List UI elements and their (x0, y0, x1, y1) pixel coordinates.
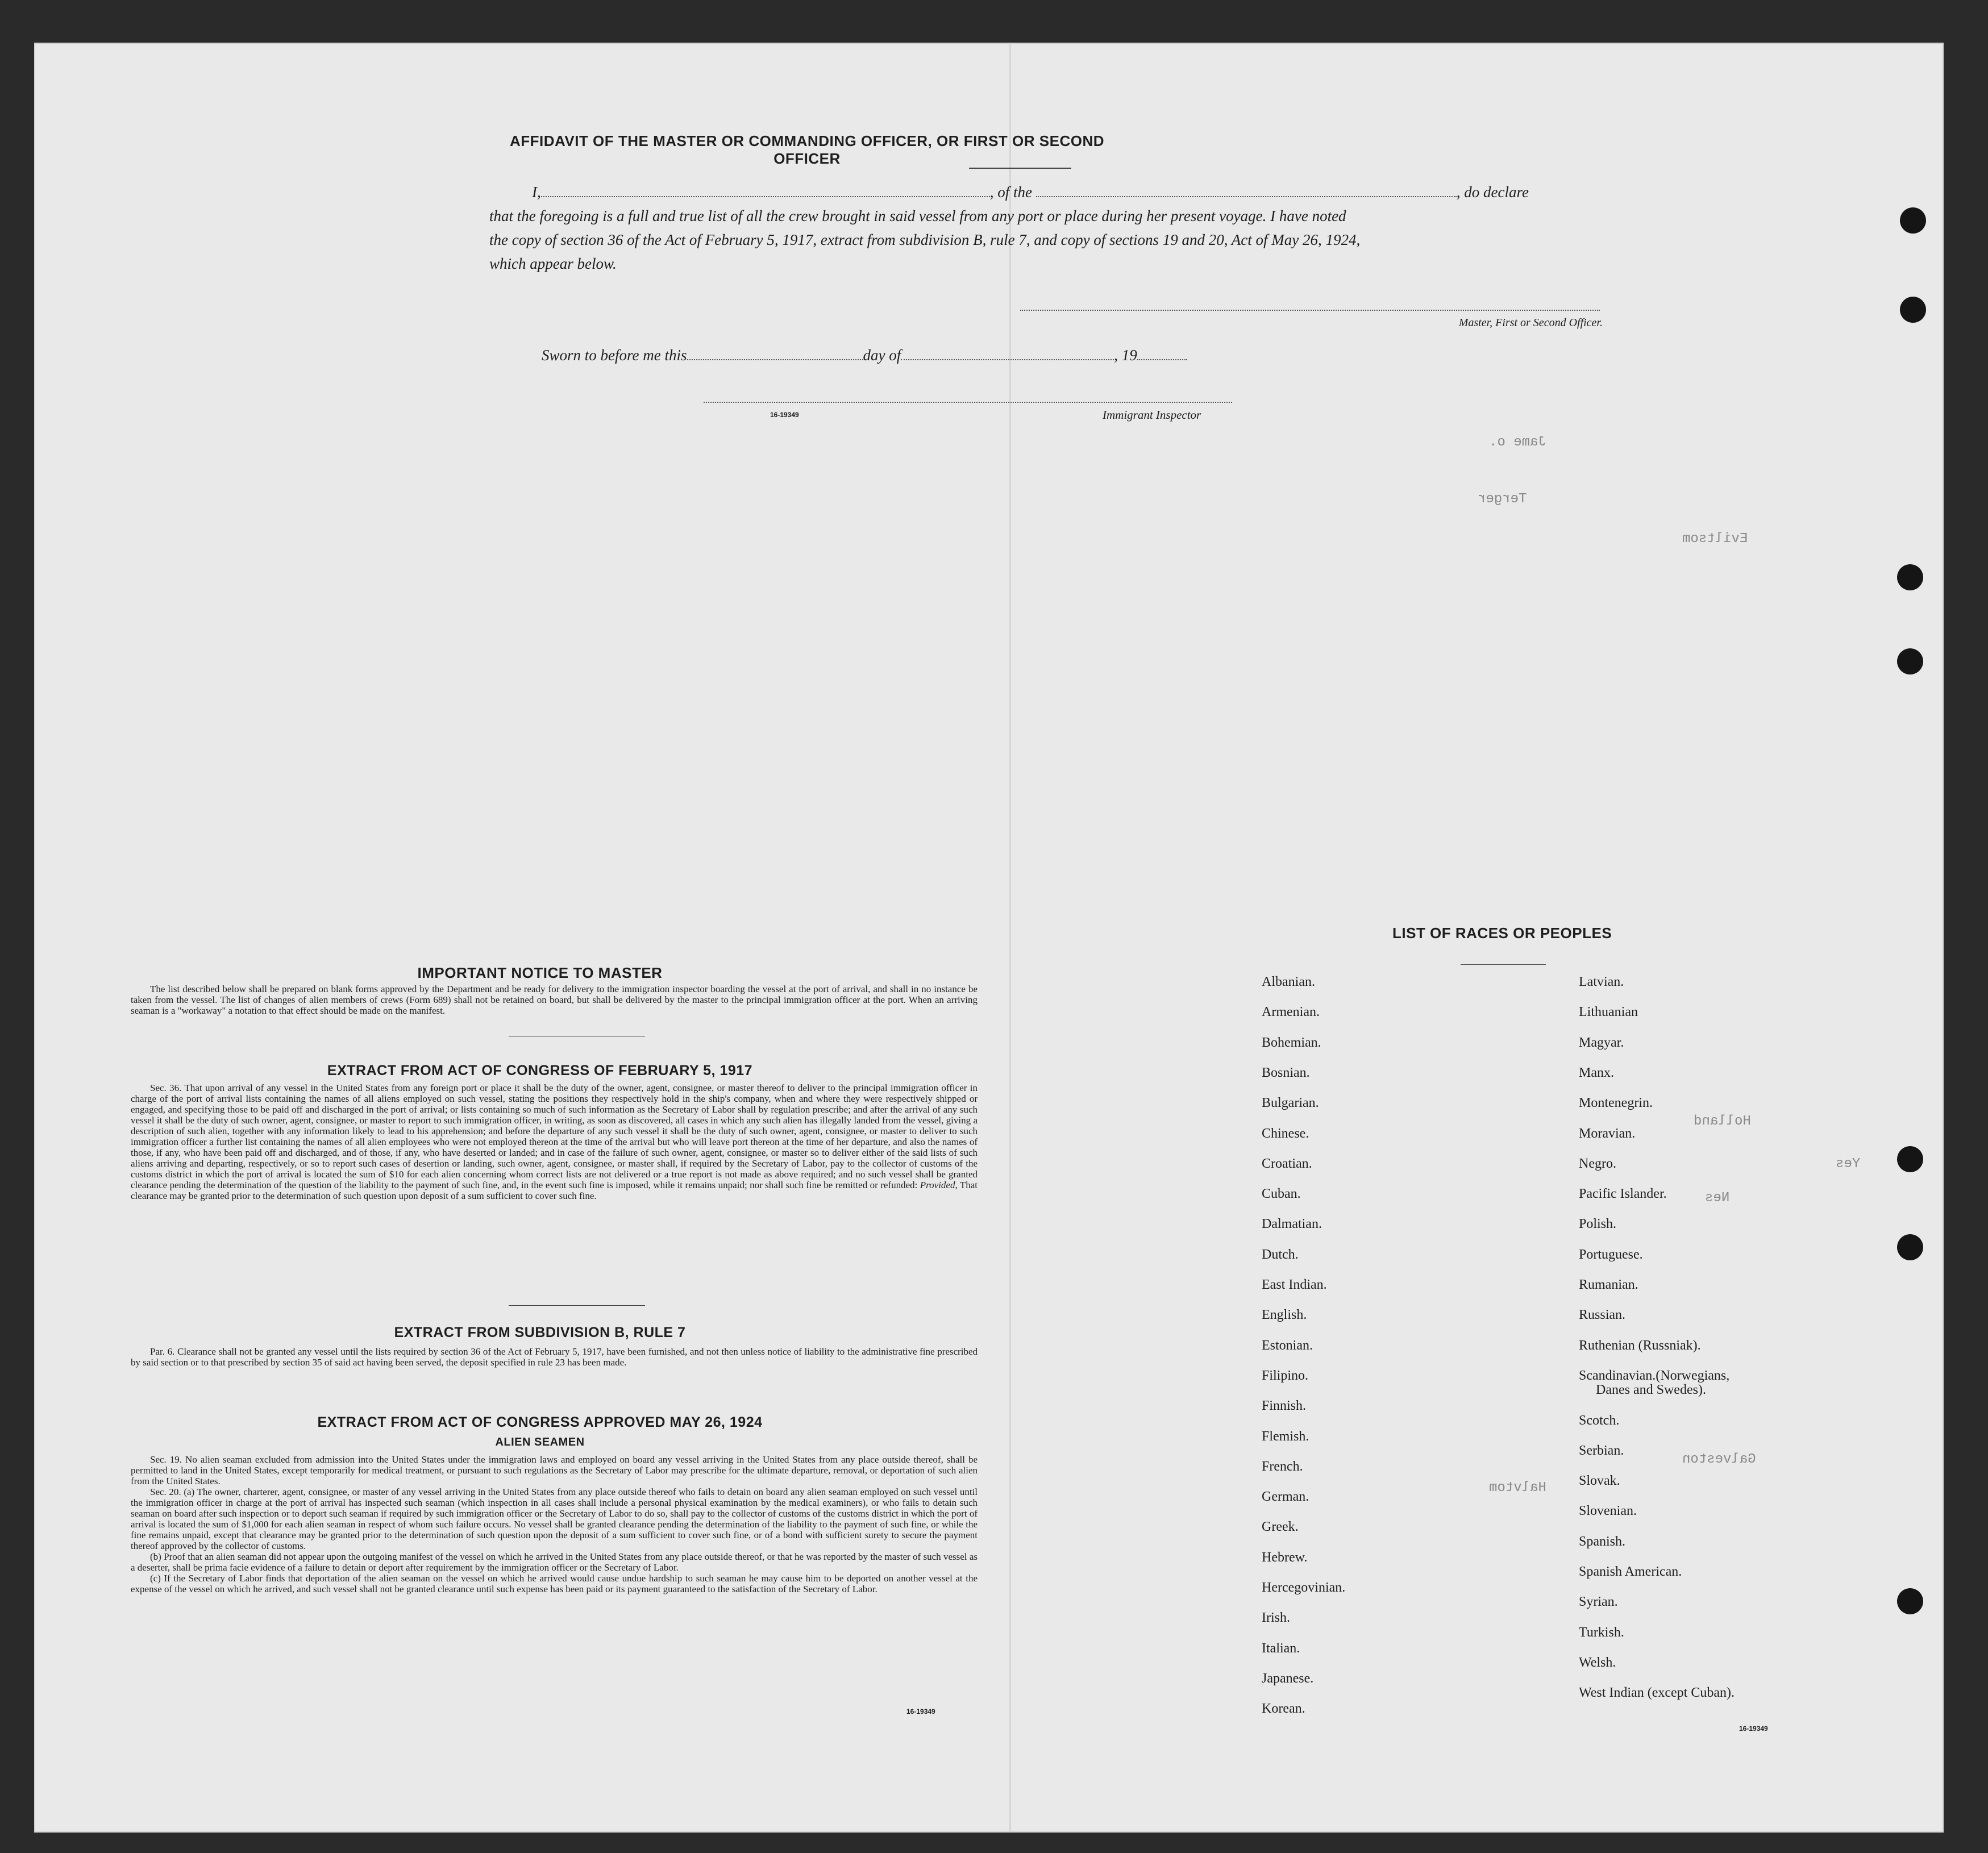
race-item: Armenian. (1262, 1005, 1320, 1020)
race-item: Syrian. (1579, 1594, 1618, 1610)
provided-word: Provided, (920, 1180, 958, 1190)
title-underline (969, 168, 1071, 169)
day-of-text: day of (863, 347, 901, 364)
form-number-right: 16-19349 (1739, 1725, 1768, 1733)
sworn-year-blank[interactable] (1137, 359, 1187, 360)
bleed-through-text: Halvtom (1489, 1480, 1546, 1496)
year-prefix: , 19 (1114, 347, 1137, 364)
race-item: Turkish. (1579, 1625, 1624, 1640)
races-underline (1461, 964, 1546, 965)
sworn-month-blank[interactable] (901, 359, 1114, 360)
race-item: English. (1262, 1307, 1307, 1323)
race-item: Dalmatian. (1262, 1217, 1322, 1232)
race-item: Filipino. (1262, 1368, 1309, 1383)
race-item: Korean. (1262, 1701, 1305, 1717)
form-number-top: 16-19349 (770, 411, 799, 419)
notice-text (131, 984, 978, 1016)
race-item: Spanish. (1579, 1534, 1626, 1549)
race-item: Polish. (1579, 1217, 1617, 1232)
sec-20b-paragraph: (b) Proof that an alien seaman did not appear upon the outgoing manifest of the vessel on which he arrived in the United States from any place outside thereof, or that he was reported by the master of such vessel as a deserter, shall be prima facie evidence of a failure to detain or deport after requirement by the immigration officer or the Secretary of Labor. (131, 1551, 978, 1573)
race-item: French. (1262, 1459, 1303, 1474)
extract-1924-title: EXTRACT FROM ACT OF CONGRESS APPROVED MAY 26, 1924 (317, 1414, 763, 1430)
notice-paragraph: The list described below shall be prepared on blank forms approved by the Department and be ready for delivery to the immigration inspector boarding the vessel at the port of arrival, and shall in no instance be taken from the vessel. The list of changes of alien members of crews (Form 689) shall not be retained on board, but shall be delivered by the master to the principal immigration officer at the port. When an arriving seaman is a "workaway" a notation to that effect should be made on the manifest. (131, 984, 978, 1016)
race-item: Albanian. (1262, 975, 1315, 989)
master-label: Master, First or Second Officer. (1458, 317, 1603, 329)
inspector-signature-line[interactable] (704, 402, 1232, 403)
race-item: Latvian. (1579, 975, 1624, 989)
race-item: Greek. (1262, 1519, 1299, 1535)
races-title: LIST OF RACES OR PEOPLES (1392, 925, 1612, 942)
race-item: Croatian. (1262, 1156, 1312, 1171)
race-item: Danes and Swedes). (1596, 1383, 1706, 1398)
race-item: Pacific Islander. (1579, 1186, 1667, 1202)
sworn-line (542, 347, 1187, 364)
race-item: Portuguese. (1579, 1247, 1643, 1262)
race-item: Chinese. (1262, 1126, 1309, 1141)
race-item: Slovenian. (1579, 1504, 1637, 1519)
extract-1917-text (131, 1082, 978, 1201)
section-divider (509, 1305, 645, 1306)
bleed-through-text: Terger (1478, 492, 1527, 507)
race-item: Cuban. (1262, 1186, 1301, 1202)
sworn-text: Sworn to before me this (542, 347, 687, 364)
declaration-declare: , do declare (1456, 184, 1529, 201)
bleed-through-text: Yes (1836, 1156, 1861, 1172)
sec-36-main: Sec. 36. That upon arrival of any vessel in the United States from any foreign port or place it shall be the duty of the owner, agent, consignee, or master thereof to deliver to the principal immigration officer in charge of the port of arrival lists containing the names of all aliens employed on such vessel, stating the positions they respectively hold in the ship's company, when and where they were respectively shipped or engaged, and specifying those to be paid off and discharged in the port of arrival; or lists containing so much of such information as the Secretary of Labor shall by regulation prescribe; and after the arrival of any such vessel it shall be the duty of such owner, agent, consignee, or master to report to such immigration officer, in writing, as soon as discovered, all cases in which any such alien has illegally landed from the vessel, giving a description of such alien, together with any information likely to lead to his apprehension; and before the departure of any such vessel it shall be the duty of such owner, agent, consignee, or master to deliver to such immigration officer a further list containing the names of all alien employees who were not employed thereon at the time of the arrival but who will leave port thereon at the time of her departure, and also the names of those, if any, who have been paid off and discharged, and of those, if any, who have deserted or landed; and in case of the failure of such owner, agent, consignee, or master so to deliver either of the said lists of such aliens arriving and departing, respectively, or so to report such cases of desertion or landing, such owner, agent, consignee, or master shall, if required by the Secretary of Labor, pay to the collector of customs of the customs district in which the port of arrival is located the sum of $10 for each alien concerning whom correct lists are not delivered or a true report is not made as above required; and no such vessel shall be granted clearance pending the determination of the question of the liability to the payment of such fine, and, in the event such fine is imposed, while it remains unpaid; nor shall such fine be remitted or refunded: (131, 1082, 978, 1190)
center-fold (1009, 43, 1011, 1833)
sec-36-end: That clearance may be granted prior to the determination of such question upon deposit of a sum sufficient to cover such fine. (131, 1180, 978, 1201)
rule-7-text (131, 1346, 978, 1368)
name-blank[interactable] (541, 196, 990, 197)
race-item: Bohemian. (1262, 1035, 1321, 1050)
race-item: Manx. (1579, 1065, 1614, 1080)
race-item: Scandinavian.(Norwegians, (1579, 1368, 1730, 1383)
race-item: Scotch. (1579, 1413, 1620, 1428)
punch-hole (1897, 1146, 1923, 1172)
bleed-through-text: Eviltsom (1682, 531, 1748, 547)
declaration-line2: that the foregoing is a full and true list of all the crew brought in said vessel from any port or place during her present voyage. I have noted (489, 207, 1346, 224)
race-item: Bulgarian. (1262, 1096, 1319, 1111)
race-item: Montenegrin. (1579, 1096, 1653, 1111)
race-item: Ruthenian (Russniak). (1579, 1338, 1701, 1353)
race-item: Irish. (1262, 1610, 1290, 1626)
notice-title: IMPORTANT NOTICE TO MASTER (417, 964, 663, 981)
sec-19-paragraph: Sec. 19. No alien seaman excluded from admission into the United States under the immigration laws and employed on board any vessel arriving in the United States from any place outside thereof, shall be permitted to land in the United States, except temporarily for medical treatment, or pursuant to such regulations as the Secretary of Labor may prescribe for the ultimate departure, removal, or deportation of such alien from the United States. (131, 1454, 978, 1486)
bleed-through-text: Nes (1705, 1190, 1730, 1206)
race-item: Hercegovinian. (1262, 1580, 1346, 1595)
race-item: Dutch. (1262, 1247, 1299, 1262)
declaration-line1 (532, 184, 1600, 201)
document-page (34, 43, 1944, 1833)
vessel-blank[interactable] (1036, 196, 1457, 197)
race-item: Flemish. (1262, 1429, 1309, 1444)
race-item: Rumanian. (1579, 1277, 1638, 1292)
race-item: Japanese. (1262, 1671, 1314, 1686)
race-item: German. (1262, 1489, 1309, 1505)
extract-1917-title: EXTRACT FROM ACT OF CONGRESS OF FEBRUARY 5, 1917 (327, 1063, 753, 1079)
declaration-of-the: , of the (989, 184, 1032, 201)
race-item: Moravian. (1579, 1126, 1636, 1141)
race-item: Serbian. (1579, 1443, 1624, 1458)
master-signature-line[interactable] (1020, 310, 1600, 311)
punch-hole (1897, 1234, 1923, 1260)
par-6-paragraph: Par. 6. Clearance shall not be granted any vessel until the lists required by section 36 of the Act of February 5, 1917, have been furnished, and not then unless notice of liability to the administrative fine prescribed by said section or to that prescribed by section 35 of said act having been served, the deposit specified in rule 23 has been made. (131, 1346, 978, 1368)
sworn-day-blank[interactable] (687, 359, 863, 360)
inspector-label: Immigrant Inspector (1103, 408, 1201, 422)
declaration-i: I, (532, 184, 541, 201)
sec-20a-paragraph: Sec. 20. (a) The owner, charterer, agent, consignee, or master of any vessel arriving in the United States from any place outside thereof who fails to detain on board any alien seaman employed on such vessel until the immigration officer in charge at the port of arrival has inspected such seaman (which inspection in all cases shall include a personal physical examination by the medical examiners), or who fails to detain such seaman on board after such inspection or to deport such seaman if required by such immigration officer or the Secretary of Labor to do so, shall pay to the collector of customs of the customs district in which the port of arrival is located the sum of $1,000 for each alien seaman in respect of whom such failure occurs. No vessel shall be granted clearance pending the determination of the liability to the payment of such fine, or while the fine remains unpaid, except that clearance may be granted prior to the determination of such question upon the deposit of a sum sufficient to cover such fine, or of a bond with sufficient surety to secure the payment thereof approved by the collector of customs. (131, 1486, 978, 1551)
sec-36-paragraph (131, 1082, 978, 1201)
race-item: Finnish. (1262, 1398, 1307, 1414)
race-item: Spanish American. (1579, 1564, 1682, 1579)
race-item: Negro. (1579, 1156, 1616, 1171)
race-item: Slovak. (1579, 1473, 1620, 1489)
extract-1924-text (131, 1454, 978, 1594)
bleed-through-text: Galveston (1682, 1452, 1756, 1467)
bleed-through-text: Holland (1694, 1114, 1751, 1129)
race-item: Lithuanian (1579, 1005, 1638, 1020)
sec-20c-paragraph: (c) If the Secretary of Labor finds that deportation of the alien seaman on the vessel on which he arrived would cause undue hardship to such seaman he may cause him to be deported on another vessel at the expense of the vessel on which he arrived, and such vessel shall not be granted clearance until such expense has been paid or its payment guaranteed to the satisfaction of the Secretary of Labor. (131, 1573, 978, 1594)
race-item: Welsh. (1579, 1655, 1616, 1670)
alien-seamen-subtitle: ALIEN SEAMEN (495, 1436, 585, 1448)
form-number-left: 16-19349 (906, 1708, 935, 1715)
declaration-line4: which appear below. (489, 255, 617, 272)
rule-7-title: EXTRACT FROM SUBDIVISION B, RULE 7 (394, 1325, 686, 1340)
punch-hole (1900, 207, 1926, 234)
punch-hole (1897, 648, 1923, 674)
race-item: Russian. (1579, 1307, 1626, 1323)
race-item: East Indian. (1262, 1277, 1327, 1292)
punch-hole (1897, 564, 1923, 590)
race-item: Bosnian. (1262, 1065, 1310, 1080)
race-item: West Indian (except Cuban). (1579, 1685, 1735, 1701)
punch-hole (1897, 1588, 1923, 1614)
race-item: Hebrew. (1262, 1550, 1308, 1565)
race-item: Italian. (1262, 1640, 1300, 1656)
race-item: Estonian. (1262, 1338, 1313, 1353)
affidavit-title: AFFIDAVIT OF THE MASTER OR COMMANDING OFFICER, OR FIRST OR SECOND OFFICER (510, 132, 1104, 167)
race-item: Magyar. (1579, 1035, 1624, 1050)
punch-hole (1900, 297, 1926, 323)
declaration-line3: the copy of section 36 of the Act of February 5, 1917, extract from subdivision B, rule 7, and copy of sections 19 and 20, Act of May 26, 1924, (489, 231, 1361, 248)
bleed-through-text: Jame o. (1489, 435, 1546, 450)
